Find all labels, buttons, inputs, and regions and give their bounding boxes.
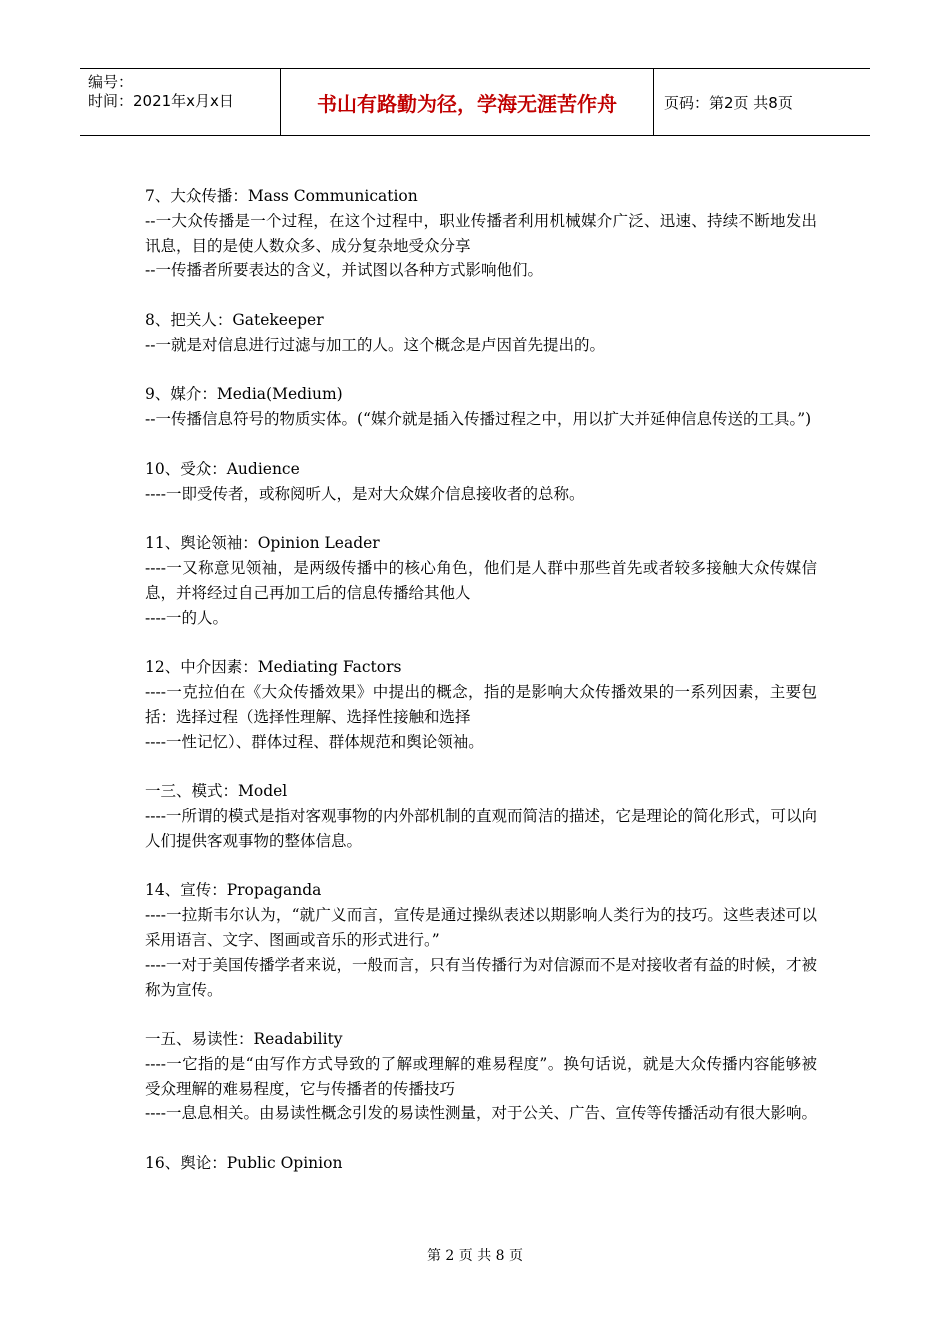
term-title: 9、媒介：Media(Medium): [145, 385, 343, 404]
term-definition: --一大众传播是一个过程，在这个过程中，职业传播者利用机械媒介广泛、迅速、持续不断地发出讯息，目的是使人数众多、成分复杂地受众分享: [145, 211, 817, 255]
term-title: 一三、模式：Model: [145, 782, 288, 801]
document-number-label: 编号：: [88, 73, 134, 91]
page-code-text: 页码：第2页 共8页: [664, 93, 793, 112]
term-definition: ----一的人。: [145, 608, 228, 627]
term-definition: ----一又称意见领袖，是两级传播中的核心角色，他们是人群中那些首先或者较多接触大众传媒信息，并将经过自己再加工后的信息传播给其他人: [145, 558, 817, 602]
term-title: 7、大众传播：Mass Communication: [145, 187, 418, 205]
term-definition: --一就是对信息进行过滤与加工的人。这个概念是卢因首先提出的。: [145, 335, 605, 354]
page-header: [80, 68, 870, 136]
term-definition: ----一性记忆）、群体过程、群体规范和舆论领袖。: [145, 732, 484, 751]
header-meta: [80, 69, 281, 135]
term-definition: ----一对于美国传播学者来说，一般而言，只有当传播行为对信源而不是对接收者有益的时候，才被称为宣传。: [145, 955, 817, 999]
term-definition: ----一所谓的模式是指对客观事物的内外部机制的直观而简洁的描述，它是理论的简化形式，可以向人们提供客观事物的整体信息。: [145, 806, 817, 850]
term-definition: ----一即受传者，或称阅听人，是对大众媒介信息接收者的总称。: [145, 484, 585, 503]
term-definition: ----一克拉伯在《大众传播效果》中提出的概念，指的是影响大众传播效果的一系列因素，主要包括：选择过程（选择性理解、选择性接触和选择: [145, 682, 817, 726]
term-entry: [145, 457, 817, 507]
term-entry: [145, 308, 817, 358]
term-title: 14、宣传：Propaganda: [145, 881, 322, 900]
term-entry: [145, 779, 817, 853]
motto-text: 书山有路勤为径，学海无涯苦作舟: [317, 91, 617, 116]
term-title: 8、把关人：Gatekeeper: [145, 310, 324, 329]
term-definition: ----一息息相关。由易读性概念引发的易读性测量，对于公关、广告、宣传等传播活动有很大影响。: [145, 1104, 817, 1123]
term-definition: ----一拉斯韦尔认为，“就广义而言，宣传是通过操纵表述以期影响人类行为的技巧。这些表述可以采用语言、文字、图画或音乐的形式进行。”: [145, 906, 817, 949]
term-entry: [145, 184, 817, 283]
term-entry: [145, 878, 817, 1002]
term-entry: [145, 655, 817, 754]
footer-page-number: 第 2 页 共 8 页: [426, 1248, 524, 1264]
term-entry: [145, 382, 817, 432]
header-page-code: [654, 69, 870, 135]
term-definition: --一传播信息符号的物质实体。(“媒介就是插入传播过程之中，用以扩大并延伸信息传送的工具。”): [145, 410, 812, 429]
term-definition: --一传播者所要表达的含义，并试图以各种方式影响他们。: [145, 261, 543, 280]
term-title: 12、中介因素：Mediating Factors: [145, 658, 402, 677]
term-title: 11、舆论领袖：Opinion Leader: [145, 534, 380, 553]
term-entry: [145, 1027, 817, 1126]
header-motto: [281, 69, 654, 135]
page-footer: [0, 1245, 950, 1265]
document-body: [145, 184, 817, 1201]
term-entry: [145, 1151, 817, 1176]
term-title: 10、受众：Audience: [145, 459, 300, 478]
term-title: 一五、易读性：Readability: [145, 1030, 343, 1049]
term-entry: [145, 531, 817, 630]
term-title: 16、舆论：Public Opinion: [145, 1154, 343, 1173]
document-time-label: 时间：2021年x月x日: [88, 92, 234, 110]
term-definition: ----一它指的是“由写作方式导致的了解或理解的难易程度”。换句话说，就是大众传播内容能够被受众理解的难易程度，它与传播者的传播技巧: [145, 1054, 817, 1098]
